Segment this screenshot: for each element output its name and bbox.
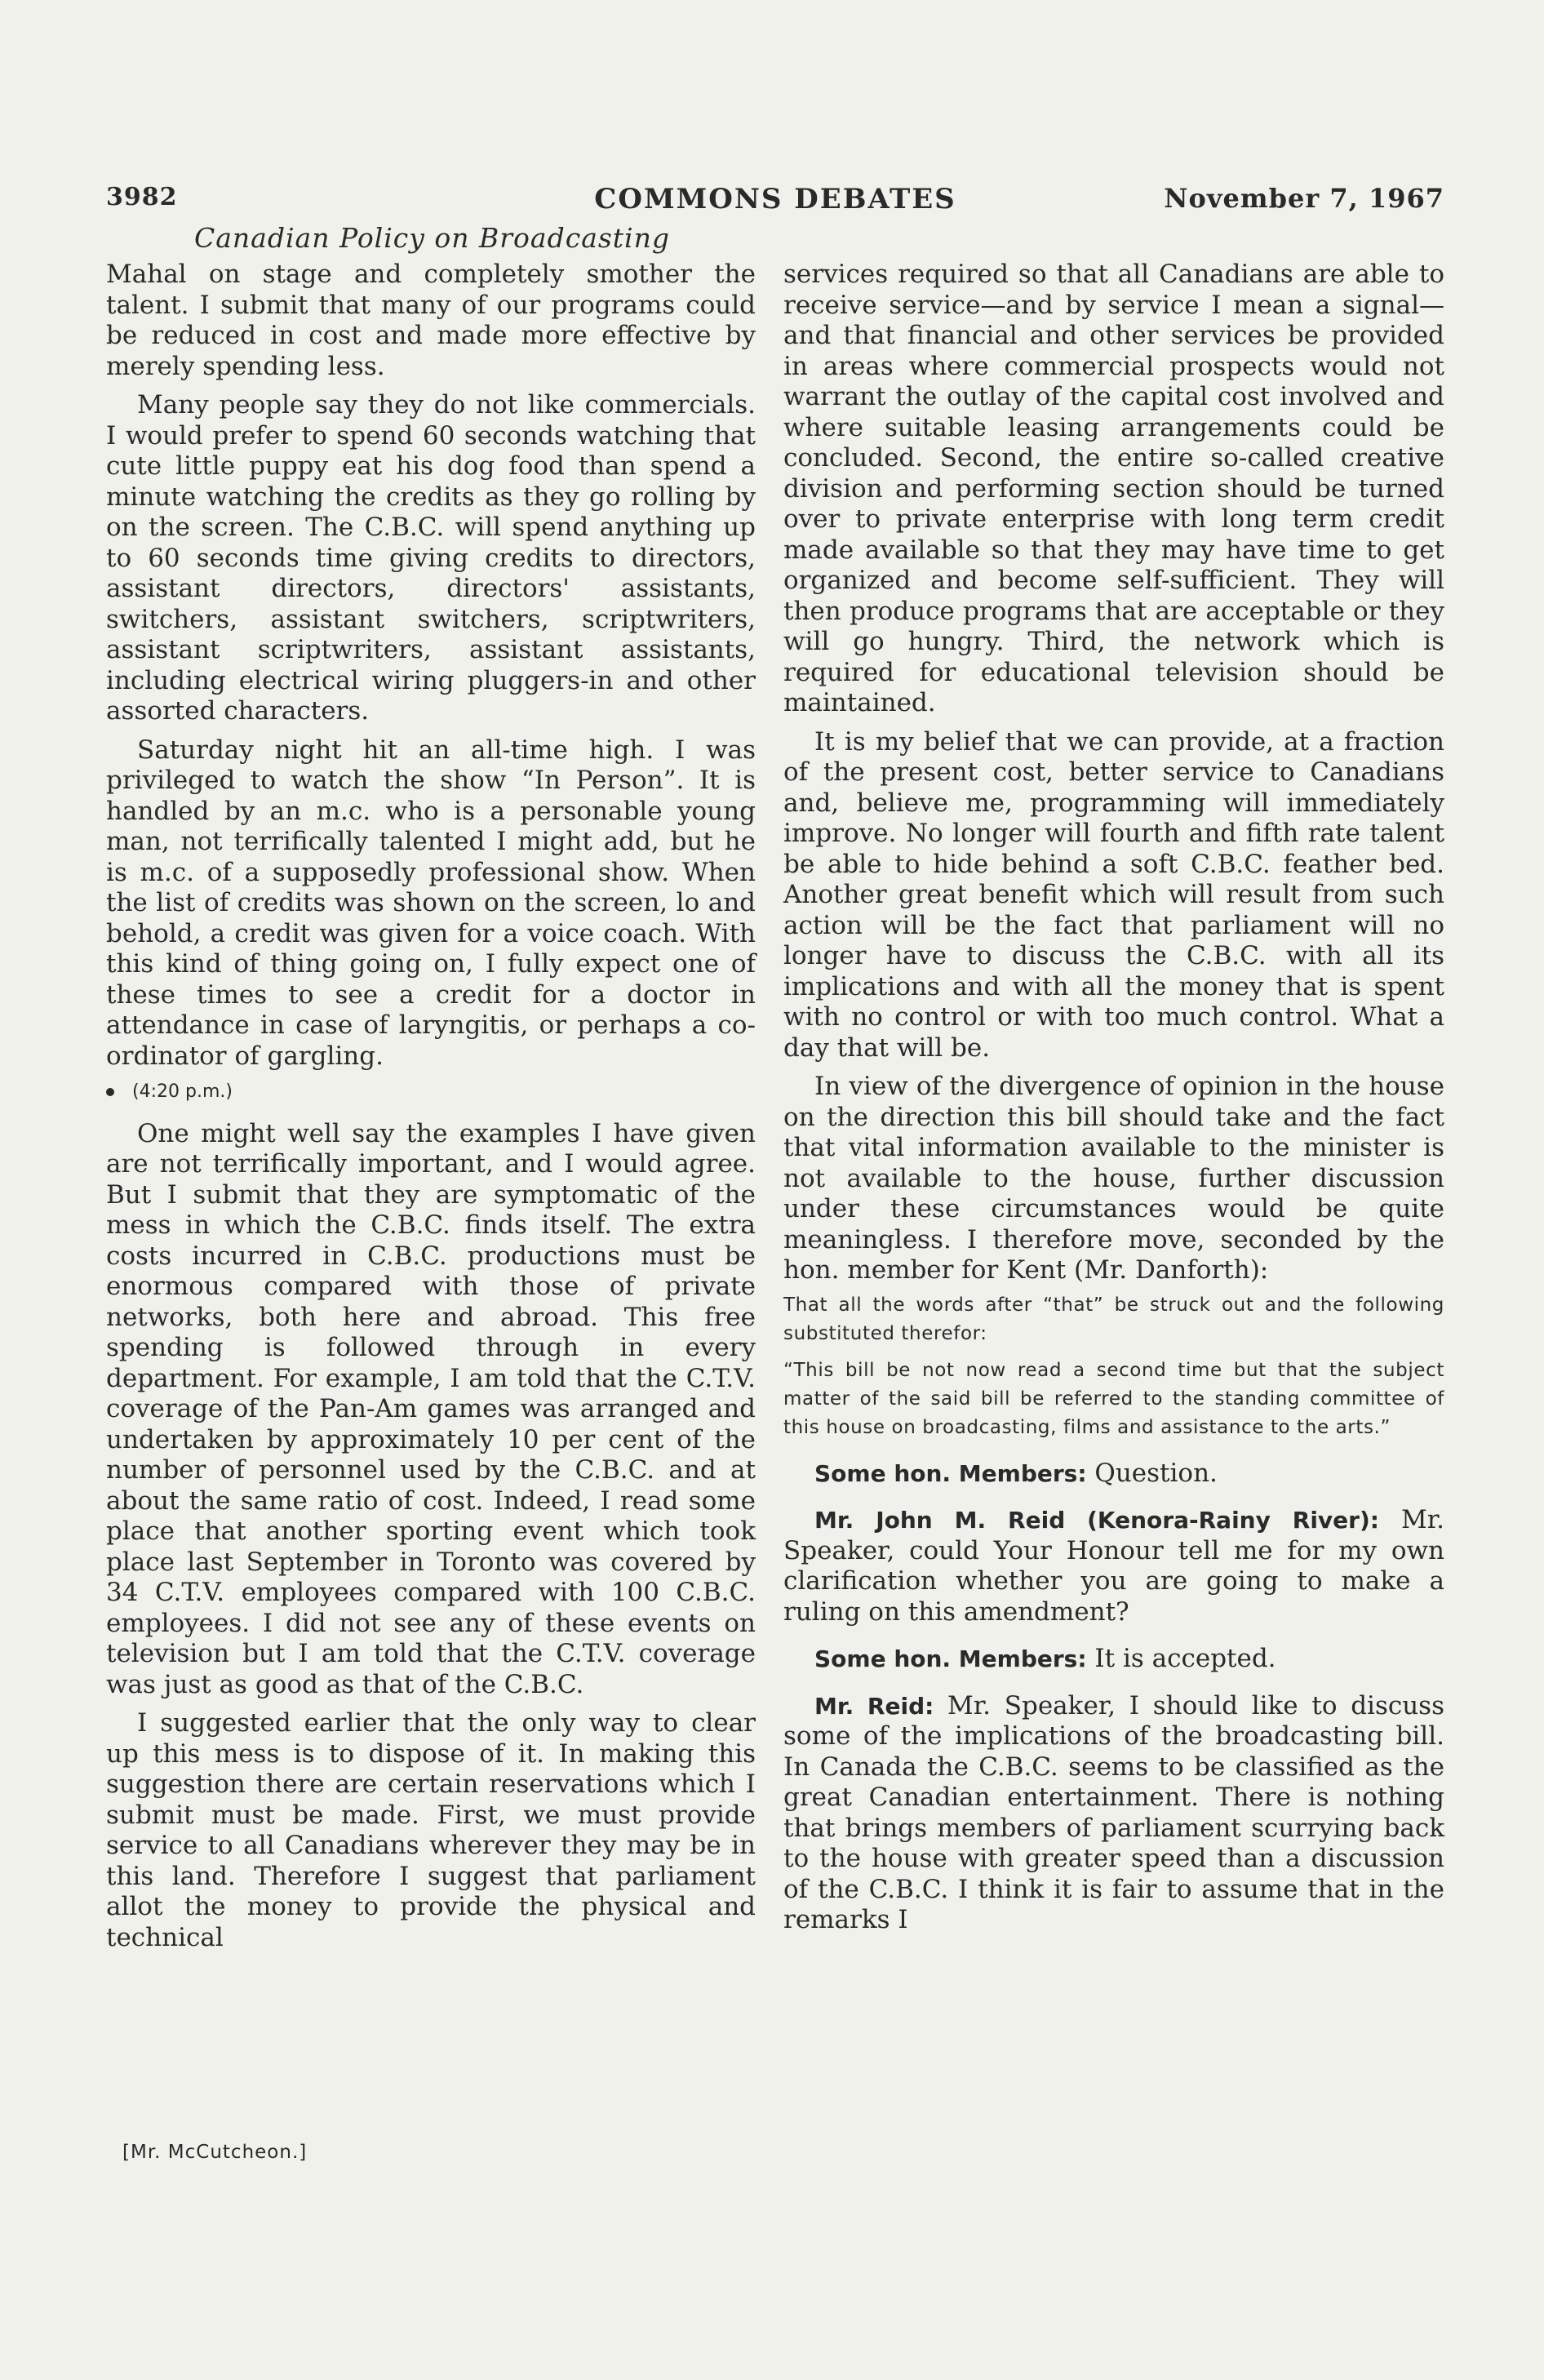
speech-text: Mr. Speaker, I should like to discuss some of the implications of the broadcasting bill. In Canada the C.B.C. seems to be classified as the great Canadian entertainment. There is nothing that brings members of parliament scurrying back to the house with greater speed than a discussion of the C.B.C. I think it is fair to assume that in the remarks I bbox=[783, 1690, 1445, 1934]
publication-date: November 7, 1967 bbox=[1164, 183, 1444, 214]
speaker-name: Some hon. Members: bbox=[814, 1645, 1087, 1672]
speech-entry bbox=[783, 1644, 1444, 1675]
speaker-name: Some hon. Members: bbox=[814, 1459, 1087, 1487]
publication-title: COMMONS DEBATES bbox=[594, 183, 956, 215]
page-number: 3982 bbox=[106, 183, 178, 211]
motion-text: That all the words after “that” be struck out and the following substituted therefor: bbox=[783, 1294, 1444, 1344]
speaker-name: Mr. Reid: bbox=[814, 1692, 934, 1720]
paragraph: Mahal on stage and completely smother the talent. I submit that many of our programs could be reduced in cost and made more effective by merely spending less. bbox=[106, 260, 756, 381]
speech-text: Question. bbox=[1094, 1458, 1218, 1488]
page-header bbox=[106, 183, 1444, 224]
paragraph: I suggested earlier that the only way to clear up this mess is to dispose of it. In making this suggestion there are certain reservations which I submit must be made. First, we must provide service to all Canadians wherever they may be in this land. Therefore I suggest that parliament allot the money to provide the physical and technical bbox=[106, 1708, 756, 1952]
paragraph: It is my belief that we can provide, at a fraction of the present cost, better service to Canadians and, believe me, programming will immediately improve. No longer will fourth and fifth rate talent be able to hide behind a soft C.B.C. feather bed. Another great benefit which will result from such action will be the fact that parliament will no longer have to discuss the C.B.C. with all its implications and with all the money that is spent with no control or with too much control. What a day that will be. bbox=[783, 726, 1444, 1063]
paragraph: One might well say the examples I have given are not terrifically important, and I would agree. But I submit that they are symptomatic of the mess in which the C.B.C. finds itself. The extra costs incurred in C.B.C. productions must be enormous compared with those of private networks, both here and abroad. This free spending is followed through in every department. For example, I am told that the C.T.V. coverage of the Pan-Am games was arranged and undertaken by approximately 10 per cent of the number of personnel used by the C.B.C. and at about the same ratio of cost. Indeed, I read some place that another sporting event which took place last September in Toronto was covered by 34 C.T.V. employees compared with 100 C.B.C. employees. I did not see any of these events on television but I am told that the C.T.V. coverage was just as good as that of the C.B.C. bbox=[106, 1118, 756, 1699]
paragraph: Saturday night hit an all-time high. I was privileged to watch the show “In Person”. It is handled by an m.c. who is a personable young man, not terrifically talented I might add, but he is m.c. of a supposedly professional show. When the list of credits was shown on the screen, lo and behold, a credit was given for a voice coach. With this kind of thing going on, I fully expect one of these times to see a credit for a doctor in attendance in case of laryngitis, or perhaps a co-ordinator of gargling. bbox=[106, 735, 756, 1071]
paragraph: services required so that all Canadians are able to receive service—and by service I mean a signal—and that financial and other services be provided in areas where commercial prospects would not warrant the outlay of the capital cost involved and where suitable leasing arrangements could be concluded. Second, the entire so-called creative division and performing section should be turned over to private enterprise with long term credit made available so that they may have time to get organized and become self-sufficient. They will then produce programs that are acceptable or they will go hungry. Third, the network which is required for educational television should be maintained. bbox=[783, 260, 1444, 717]
page-footer-speaker: [Mr. McCutcheon.] bbox=[122, 2142, 308, 2163]
time-stamp-text: (4:20 p.m.) bbox=[132, 1081, 233, 1102]
speaker-name: Mr. John M. Reid (Kenora-Rainy River): bbox=[814, 1507, 1379, 1534]
time-stamp bbox=[106, 1077, 756, 1108]
left-column bbox=[106, 260, 756, 1953]
speech-entry bbox=[783, 1691, 1444, 1936]
right-column bbox=[783, 260, 1444, 1936]
speech-text: It is accepted. bbox=[1094, 1644, 1276, 1673]
motion-text: “This bill be not now read a second time but that the subject matter of the said bill be referred to the standing committee of this house on broadcasting, films and assistance to the arts.” bbox=[783, 1359, 1444, 1438]
speech-entry bbox=[783, 1505, 1444, 1627]
speech-text: Mr. Speaker, could Your Honour tell me for my own clarification whether you are going to make a ruling on this amendment? bbox=[783, 1505, 1444, 1627]
bullet-icon bbox=[106, 1088, 114, 1096]
speech-entry bbox=[783, 1459, 1444, 1490]
section-subheading: Canadian Policy on Broadcasting bbox=[194, 222, 670, 254]
paragraph: Many people say they do not like commercials. I would prefer to spend 60 seconds watching that cute little puppy eat his dog food than spend a minute watching the credits as they go rolling by on the screen. The C.B.C. will spend anything up to 60 seconds time giving credits to directors, assistant directors, directors' assistants, switchers, assistant switchers, scriptwriters, assistant scriptwriters, assistant assistants, including electrical wiring pluggers-in and other assorted characters. bbox=[106, 390, 756, 726]
paragraph: In view of the divergence of opinion in the house on the direction this bill should take and the fact that vital information available to the minister is not available to the house, further discussion under these circumstances would be quite meaningless. I therefore move, seconded by the hon. member for Kent (Mr. Danforth): bbox=[783, 1072, 1444, 1285]
